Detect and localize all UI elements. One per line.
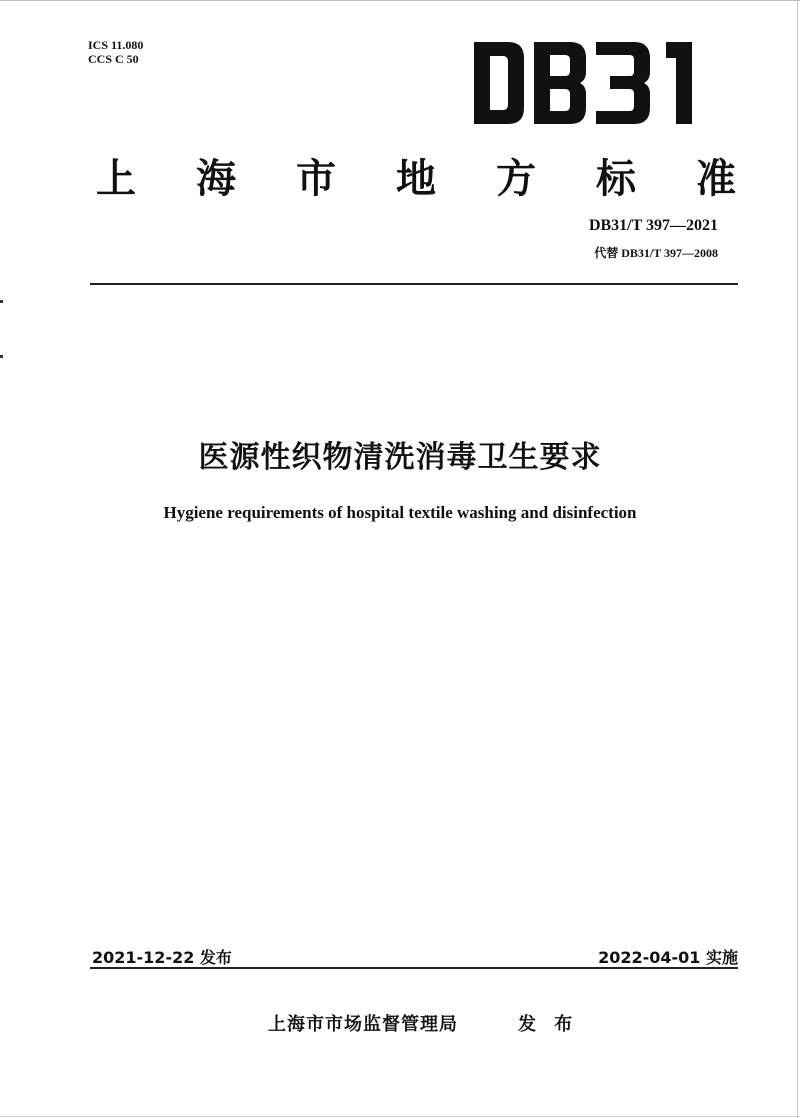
- implement-date: 2022-04-01 实施: [598, 948, 738, 967]
- publish-label: 发 布: [518, 1014, 579, 1035]
- db31-logo: [470, 38, 700, 128]
- page-edge-right: [797, 0, 798, 1118]
- ics-code: ICS 11.080: [88, 38, 144, 52]
- ccs-code: CCS C 50: [88, 52, 139, 66]
- standard-type-char: 海: [196, 155, 236, 202]
- standard-type-title: [96, 150, 736, 200]
- standard-number: DB31/T 397—2021: [588, 217, 718, 234]
- classification-codes: [88, 38, 143, 66]
- document-title-en: Hygiene requirements of hospital textile washing and disinfection: [163, 503, 637, 522]
- standard-type-char: 准: [696, 155, 736, 202]
- document-title-zh: 医源性织物清洗消毒卫生要求: [198, 440, 602, 475]
- standard-type-char: 市: [296, 155, 336, 202]
- scan-mark: [0, 355, 3, 358]
- publisher-name: 上海市市场监督管理局: [268, 1014, 458, 1035]
- scan-mark: [0, 300, 3, 303]
- footer-divider: [90, 967, 738, 969]
- page-edge-top: [0, 0, 800, 1]
- header-divider: [90, 283, 738, 285]
- standard-type-char: 地: [396, 155, 436, 202]
- replaces-standard: 代替 DB31/T 397—2008: [594, 246, 718, 260]
- standard-type-char: 方: [496, 155, 536, 202]
- publish-date: 2021-12-22 发布: [92, 948, 232, 967]
- page-edge-bottom: [0, 1116, 800, 1117]
- standard-type-char: 上: [96, 155, 136, 202]
- standard-type-char: 标: [596, 155, 636, 202]
